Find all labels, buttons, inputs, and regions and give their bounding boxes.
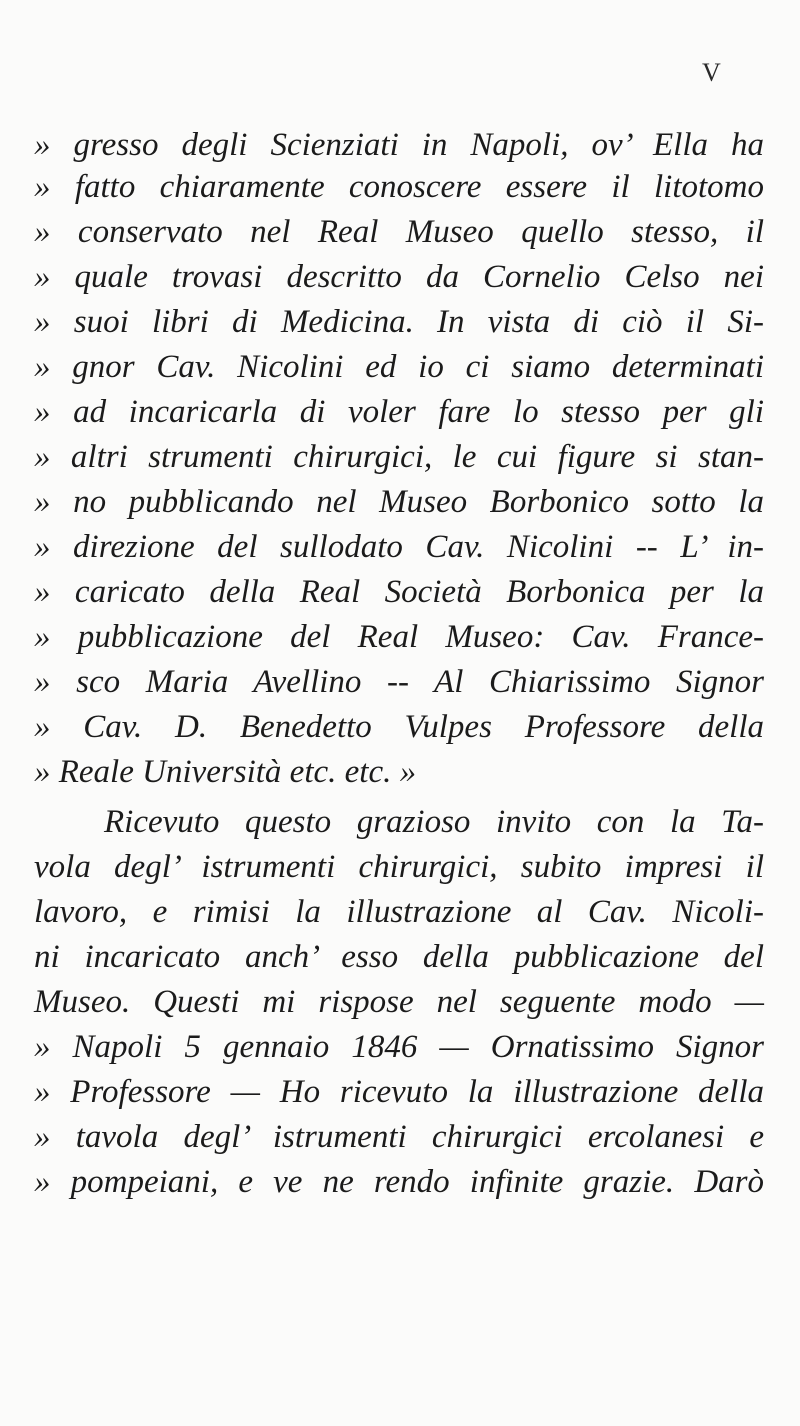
- text-line: » quale trovasi descritto da Cornelio Celso nei: [34, 259, 764, 295]
- text-line: » gresso degli Scienziati in Napoli, ov’ Ella ha: [34, 127, 764, 163]
- text-line: » conservato nel Real Museo quello stesso, il: [34, 214, 764, 250]
- text-line: » Professore — Ho ricevuto la illustrazione della: [34, 1074, 764, 1110]
- text-line: lavoro, e rimisi la illustrazione al Cav. Nicoli-: [34, 894, 764, 930]
- text-line: » ad incaricarla di voler fare lo stesso per gli: [34, 394, 764, 430]
- text-line: » Cav. D. Benedetto Vulpes Professore della: [34, 709, 764, 745]
- text-line: » no pubblicando nel Museo Borbonico sotto la: [34, 484, 764, 520]
- text-line: » tavola degl’ istrumenti chirurgici ercolanesi e: [34, 1119, 764, 1155]
- text-line: » pompeiani, e ve ne rendo infinite grazie. Darò: [34, 1164, 764, 1200]
- text-line: » caricato della Real Società Borbonica per la: [34, 574, 764, 610]
- text-line: vola degl’ istrumenti chirurgici, subito impresi il: [34, 849, 764, 885]
- page-number: V: [702, 58, 722, 87]
- text-line: ni incaricato anch’ esso della pubblicazione del: [34, 939, 764, 975]
- text-line: Ricevuto questo grazioso invito con la Ta-: [104, 804, 764, 840]
- text-line: » Reale Università etc. etc. »: [34, 754, 417, 790]
- text-line: Museo. Questi mi rispose nel seguente modo —: [34, 984, 764, 1020]
- text-line: » gnor Cav. Nicolini ed io ci siamo determinati: [34, 349, 764, 385]
- text-line: » suoi libri di Medicina. In vista di ciò il Si-: [34, 304, 764, 340]
- text-line: » Napoli 5 gennaio 1846 — Ornatissimo Signor: [34, 1029, 764, 1065]
- text-line: » sco Maria Avellino -- Al Chiarissimo Signor: [34, 664, 764, 700]
- text-line: » fatto chiaramente conoscere essere il litotomo: [34, 169, 764, 205]
- text-line: » direzione del sullodato Cav. Nicolini -- L’ in-: [34, 529, 764, 565]
- text-line: » altri strumenti chirurgici, le cui figure si stan-: [34, 439, 764, 475]
- text-line: » pubblicazione del Real Museo: Cav. France-: [34, 619, 764, 655]
